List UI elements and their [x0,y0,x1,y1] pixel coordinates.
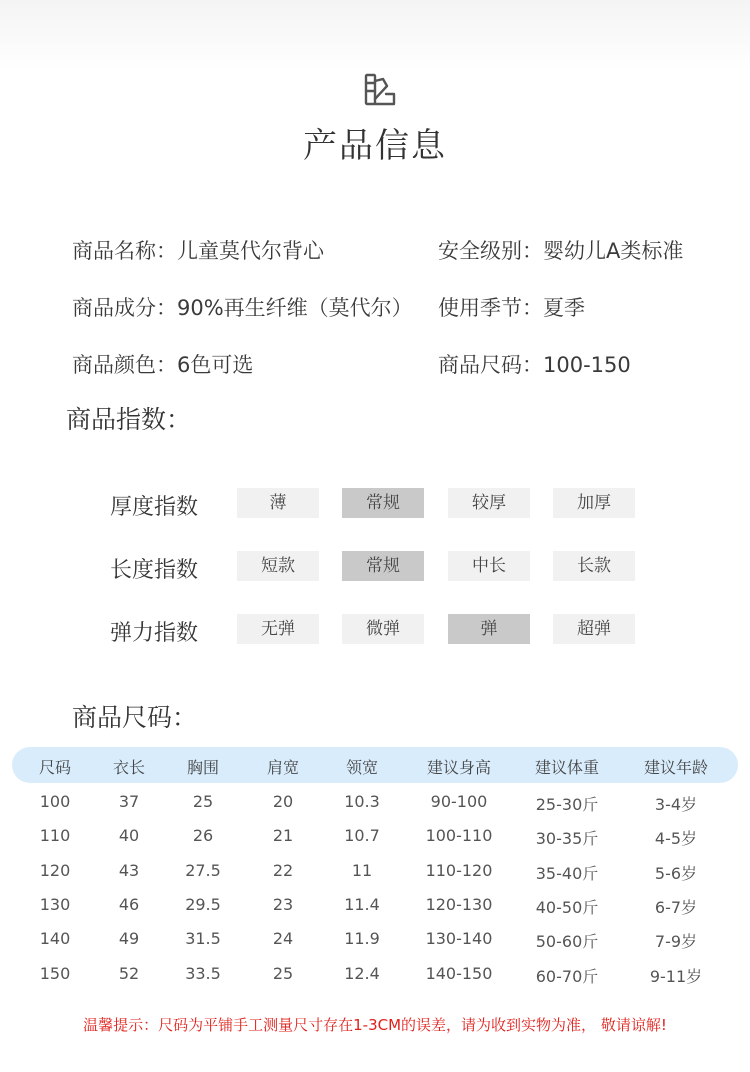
size-section-title: 商品尺码： [72,703,198,732]
product-color: 商品颜色：6色可选 [72,353,254,377]
thickness-option-thicker: 较厚 [448,488,530,518]
elasticity-option-elastic: 弹 [448,614,530,644]
thickness-option-thin: 薄 [237,488,319,518]
size-disclaimer-note: 温馨提示：尺码为平铺手工测量尺寸存在1-3CM的误差，请为收到实物为准， 敬请谅解! [83,1016,667,1034]
cell-height: 140-150 [425,964,493,983]
cell-height: 110-120 [425,861,493,880]
cell-collar: 12.4 [344,964,380,983]
cell-length: 46 [118,895,140,914]
table-row [0,929,750,959]
table-row [0,964,750,994]
cell-size: 150 [39,964,71,983]
elasticity-option-none: 无弹 [237,614,319,644]
header-weight: 建议体重 [534,758,599,777]
header-shoulder: 肩宽 [266,758,299,777]
cell-height: 90-100 [430,792,488,811]
cell-chest: 25 [192,792,214,811]
swatch-palette-icon [362,72,398,108]
table-row [0,895,750,925]
length-option-short: 短款 [237,551,319,581]
cell-height: 100-110 [425,826,493,845]
thickness-option-thickened: 加厚 [553,488,635,518]
cell-collar: 10.3 [344,792,380,811]
length-option-regular: 常规 [342,551,424,581]
cell-weight: 60-70斤 [535,967,599,986]
header-collar: 领宽 [345,758,378,777]
table-row [0,792,750,822]
usage-season: 使用季节：夏季 [438,296,585,320]
cell-collar: 11.4 [344,895,380,914]
length-option-medium: 中长 [448,551,530,581]
cell-weight: 25-30斤 [535,795,599,814]
cell-weight: 30-35斤 [535,829,599,848]
cell-shoulder: 21 [272,826,294,845]
cell-shoulder: 20 [272,792,294,811]
cell-chest: 26 [192,826,214,845]
product-size-range: 商品尺码：100-150 [438,353,631,377]
size-table-header [12,747,738,783]
length-index-label: 长度指数 [110,558,199,583]
cell-age: 3-4岁 [654,795,698,814]
header-size: 尺码 [38,758,71,777]
top-background-fade [0,0,750,70]
cell-age: 6-7岁 [654,898,698,917]
cell-chest: 33.5 [185,964,221,983]
cell-age: 5-6岁 [654,864,698,883]
cell-size: 120 [39,861,71,880]
cell-weight: 40-50斤 [535,898,599,917]
header-age: 建议年龄 [643,758,708,777]
cell-chest: 27.5 [185,861,221,880]
safety-level: 安全级别：婴幼儿A类标准 [438,239,684,263]
table-row [0,826,750,856]
product-name: 商品名称：儿童莫代尔背心 [72,239,324,263]
cell-age: 9-11岁 [649,967,703,986]
cell-weight: 50-60斤 [535,932,599,951]
header-length: 衣长 [112,758,145,777]
cell-age: 4-5岁 [654,829,698,848]
cell-weight: 35-40斤 [535,864,599,883]
cell-shoulder: 23 [272,895,294,914]
cell-size: 110 [39,826,71,845]
cell-length: 40 [118,826,140,845]
header-height: 建议身高 [426,758,491,777]
header-chest: 胸围 [186,758,219,777]
cell-size: 140 [39,929,71,948]
elasticity-index-label: 弹力指数 [110,621,199,646]
cell-shoulder: 22 [272,861,294,880]
page-title: 产品信息 [303,126,447,166]
cell-length: 43 [118,861,140,880]
cell-shoulder: 25 [272,964,294,983]
cell-length: 49 [118,929,140,948]
cell-length: 37 [118,792,140,811]
cell-length: 52 [118,964,140,983]
thickness-index-label: 厚度指数 [110,495,199,520]
cell-collar: 10.7 [344,826,380,845]
product-composition: 商品成分：90%再生纤维（莫代尔） [72,296,413,320]
cell-size: 130 [39,895,71,914]
elasticity-option-slight: 微弹 [342,614,424,644]
cell-collar: 11 [351,861,373,880]
cell-size: 100 [39,792,71,811]
cell-chest: 31.5 [185,929,221,948]
cell-collar: 11.9 [344,929,380,948]
cell-age: 7-9岁 [654,932,698,951]
cell-shoulder: 24 [272,929,294,948]
elasticity-option-super: 超弹 [553,614,635,644]
cell-height: 120-130 [425,895,493,914]
cell-chest: 29.5 [185,895,221,914]
thickness-option-regular: 常规 [342,488,424,518]
length-option-long: 长款 [553,551,635,581]
index-section-title: 商品指数： [66,405,192,434]
cell-height: 130-140 [425,929,493,948]
table-row [0,861,750,891]
